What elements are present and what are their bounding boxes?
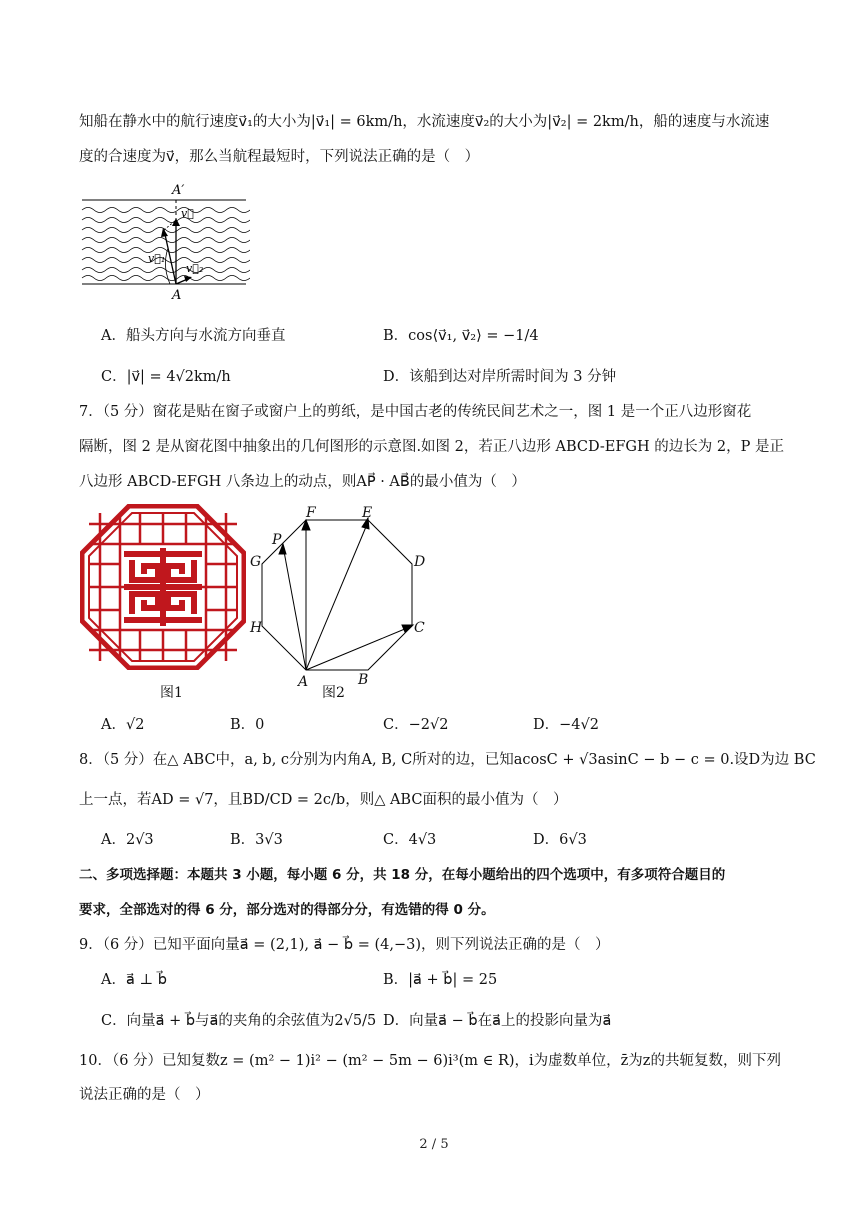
q6-option-c[interactable]: C．|v⃗| = 4√2km/h (101, 369, 231, 385)
vertex-g: G (250, 554, 262, 570)
q8-option-d[interactable]: D．6√3 (533, 832, 587, 848)
q9-option-d[interactable]: D．向量a⃗ − b⃗在a⃗上的投影向量为a⃗ (383, 1013, 612, 1029)
label-v2: v⃗₂ (186, 262, 204, 275)
q7-option-c[interactable]: C．−2√2 (383, 717, 449, 733)
q7-option-b[interactable]: B．0 (230, 717, 265, 733)
vertex-e: E (362, 505, 373, 521)
figure-1-caption: 图1 (160, 685, 183, 701)
q8-option-a[interactable]: A．2√3 (101, 832, 154, 848)
q6-text-line-2: 度的合速度为v⃗，那么当航程最短时，下列说法正确的是（ ） (79, 149, 480, 165)
q7-text-line-1: 7．（5 分）窗花是贴在窗子或窗户上的剪纸，是中国古老的传统民间艺术之一，图 1 是一个正八边形窗花 (79, 404, 752, 420)
q6-option-a[interactable]: A．船头方向与水流方向垂直 (101, 328, 286, 344)
section-2-heading-line-1: 二、多项选择题：本题共 3 小题，每小题 6 分，共 18 分，在每小题给出的四个选项中，有多项符合题目的 (79, 867, 726, 883)
q10-text-line-1: 10．（6 分）已知复数z = (m² − 1)i² − (m² − 5m − 6)i³(m ∈ R)，i为虚数单位，z̄为z的共轭复数，则下列 (79, 1053, 781, 1069)
q6-text-line-1: 知船在静水中的航行速度v⃗₁的大小为|v⃗₁| = 6km/h，水流速度v⃗₂的大小为|v⃗₂| = 2km/h，船的速度与水流速 (79, 114, 770, 130)
vertex-f: F (306, 505, 316, 521)
vertex-h: H (250, 620, 263, 636)
label-a-prime: A′ (172, 183, 185, 198)
q6-option-d[interactable]: D．该船到达对岸所需时间为 3 分钟 (383, 369, 617, 385)
vertex-d: D (414, 554, 426, 570)
q7-option-d[interactable]: D．−4√2 (533, 717, 599, 733)
label-v1: v⃗₁ (148, 252, 166, 265)
page-number: 2 / 5 (419, 1137, 449, 1152)
figure-2-caption: 图2 (322, 685, 345, 701)
q8-text-line-2: 上一点，若AD = √7，且BD/CD = 2c/b，则△ ABC面积的最小值为（ ） (79, 792, 568, 808)
label-a: A (172, 288, 182, 302)
q7-text-line-3: 八边形 ABCD-EFGH 八条边上的动点，则AP⃗ · AB⃗的最小值为（ ） (79, 474, 526, 490)
octagon-figure (248, 504, 438, 690)
vertex-p: P (272, 532, 282, 548)
q7-text-line-2: 隔断，图 2 是从窗花图中抽象出的几何图形的示意图.如图 2，若正八边形 ABCD-EFGH 的边长为 2，P 是正 (79, 439, 784, 455)
q8-option-c[interactable]: C．4√3 (383, 832, 437, 848)
q10-text-line-2: 说法正确的是（ ） (79, 1087, 210, 1103)
q9-option-a[interactable]: A．a⃗ ⊥ b⃗ (101, 972, 167, 988)
q9-option-b[interactable]: B．|a⃗ + b⃗| = 25 (383, 972, 498, 988)
q7-option-a[interactable]: A．√2 (101, 717, 145, 733)
vertex-c: C (414, 620, 425, 636)
river-velocity-figure (78, 180, 250, 302)
vertex-b: B (358, 672, 369, 688)
q6-option-b[interactable]: B．cos⟨v⃗₁, v⃗₂⟩ = −1/4 (383, 328, 539, 344)
window-flower-figure (80, 504, 246, 670)
section-2-heading-line-2: 要求，全部选对的得 6 分，部分选对的得部分分，有选错的得 0 分。 (79, 902, 495, 918)
q9-option-c[interactable]: C．向量a⃗ + b⃗与a⃗的夹角的余弦值为2√5/5 (101, 1013, 377, 1029)
q8-text-line-1: 8．（5 分）在△ ABC中，a, b, c分别为内角A, B, C所对的边，已知acosC + √3asinC − b − c = 0.设D为边 BC (79, 752, 816, 768)
label-v: v⃗ (181, 207, 194, 220)
q8-option-b[interactable]: B．3√3 (230, 832, 283, 848)
q9-text-line-1: 9．（6 分）已知平面向量a⃗ = (2,1), a⃗ − b⃗ = (4,−3)，则下列说法正确的是（ ） (79, 937, 610, 953)
vertex-a: A (298, 674, 309, 690)
